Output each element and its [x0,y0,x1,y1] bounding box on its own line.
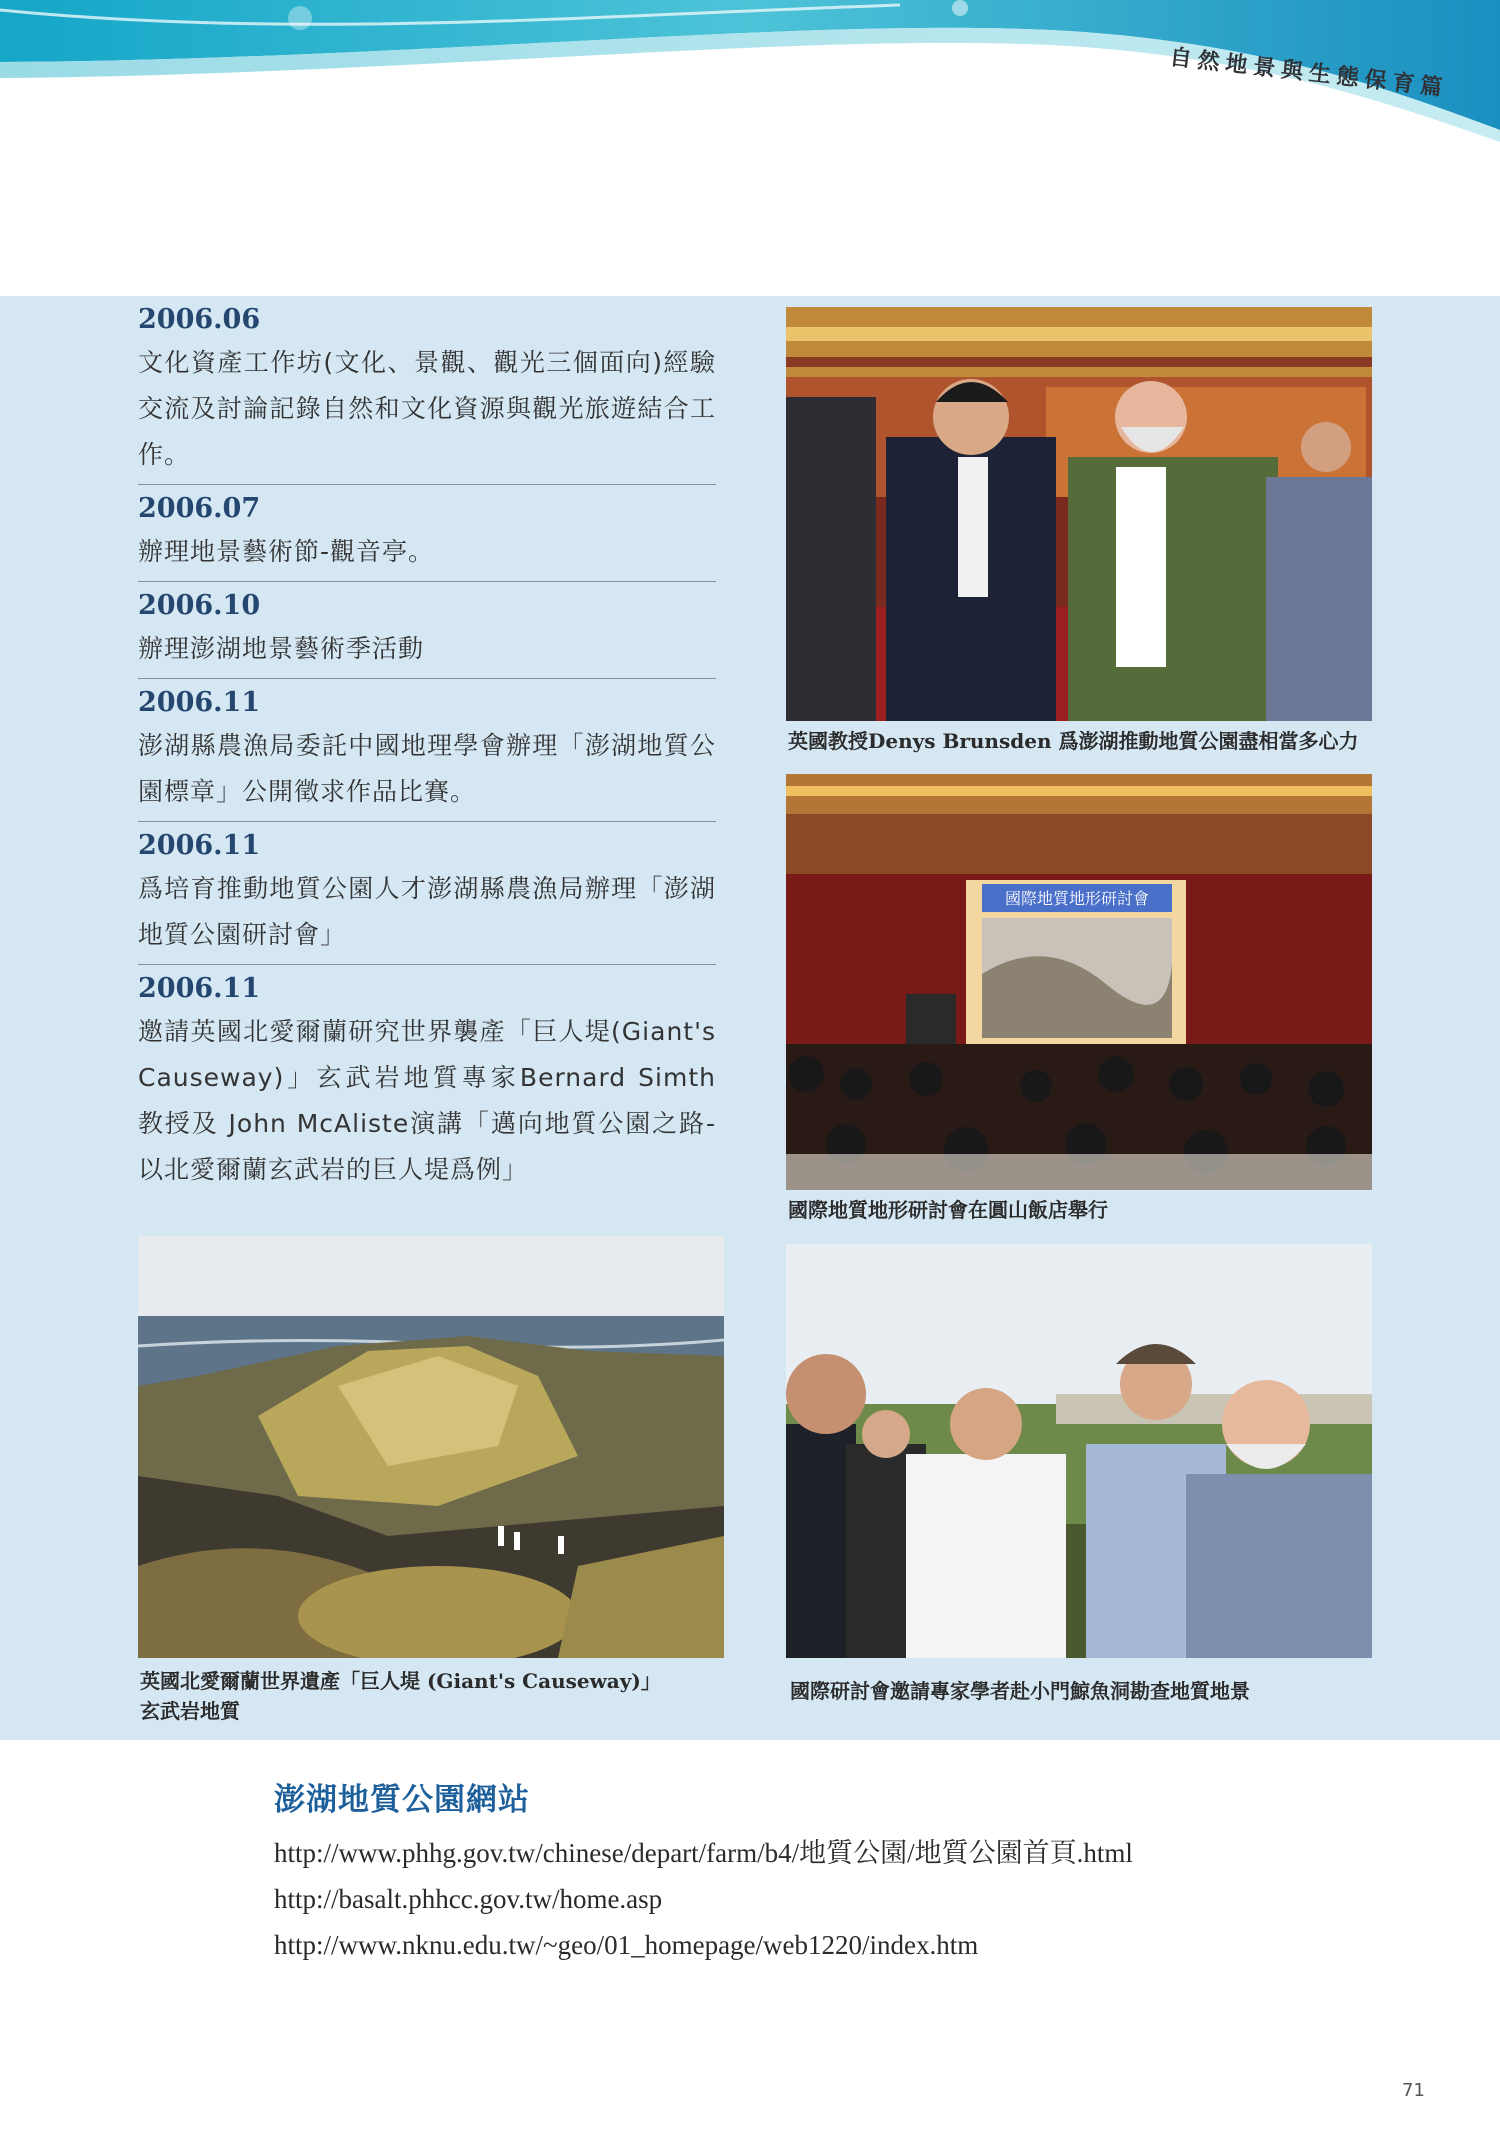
entry-date: 2006.11 [138,973,261,1004]
entry-date: 2006.10 [138,590,261,621]
entry-text: 辦理澎湖地景藝術季活動 [138,634,425,663]
entry-date: 2006.06 [138,304,261,335]
entry-date: 2006.11 [138,687,261,718]
banquet-photo [786,307,1372,721]
page-number: 71 [1402,2080,1425,2101]
timeline-entry [138,683,716,822]
entry-text: 邀請英國北愛爾蘭研究世界襲產「巨人堤(Giant's Causeway)」玄武岩地質專家Bernard Simth 教授及 John McAliste演講「邁向地質公園之路-以北愛爾蘭玄武岩的巨人堤爲例」 [138,1017,716,1184]
entry-text: 爲培育推動地質公園人才澎湖縣農漁局辦理「澎湖地質公園研討會」 [138,874,716,949]
websites-title: 澎湖地質公園網站 [274,1782,530,1818]
timeline-entry [138,300,716,485]
websites-link-list [274,1830,1133,1968]
banquet-caption: 英國教授Denys Brunsden 爲澎湖推動地質公園盡相當多心力 [788,729,1359,753]
field-trip-caption: 國際研討會邀請專家學者赴小門鯨魚洞勘查地質地景 [790,1679,1250,1703]
entry-text: 澎湖縣農漁局委託中國地理學會辦理「澎湖地質公園標章」公開徵求作品比賽。 [138,731,716,806]
causeway-caption-line2: 玄武岩地質 [140,1699,240,1723]
seminar-screen-title: 國際地質地形研討會 [1004,889,1150,908]
field-trip-photo [786,1244,1372,1658]
website-link[interactable]: http://basalt.phhcc.gov.tw/home.asp [274,1884,663,1914]
entry-date: 2006.11 [138,830,261,861]
website-link[interactable]: http://www.phhg.gov.tw/chinese/depart/farm/b4/地質公園/地質公園首頁.html [274,1838,1133,1868]
timeline-entry [138,826,716,965]
entry-text: 文化資產工作坊(文化、景觀、觀光三個面向)經驗交流及討論記錄自然和文化資源與觀光旅遊結合工作。 [138,348,716,469]
timeline-entry [138,969,716,1199]
causeway-photo [138,1236,724,1658]
causeway-caption-line1: 英國北愛爾蘭世界遺產「巨人堤 (Giant's Causeway)」 [140,1669,661,1693]
section-label: 自然地景與生態保育篇 [1168,45,1450,102]
timeline [138,300,716,1203]
seminar-caption: 國際地質地形研討會在圓山飯店舉行 [788,1198,1108,1222]
website-link[interactable]: http://www.nknu.edu.tw/~geo/01_homepage/web1220/index.htm [274,1930,979,1960]
timeline-entry [138,489,716,582]
timeline-entry [138,586,716,679]
seminar-photo [786,774,1372,1190]
entry-date: 2006.07 [138,493,261,524]
entry-text: 辦理地景藝術節-觀音亭。 [138,537,435,566]
